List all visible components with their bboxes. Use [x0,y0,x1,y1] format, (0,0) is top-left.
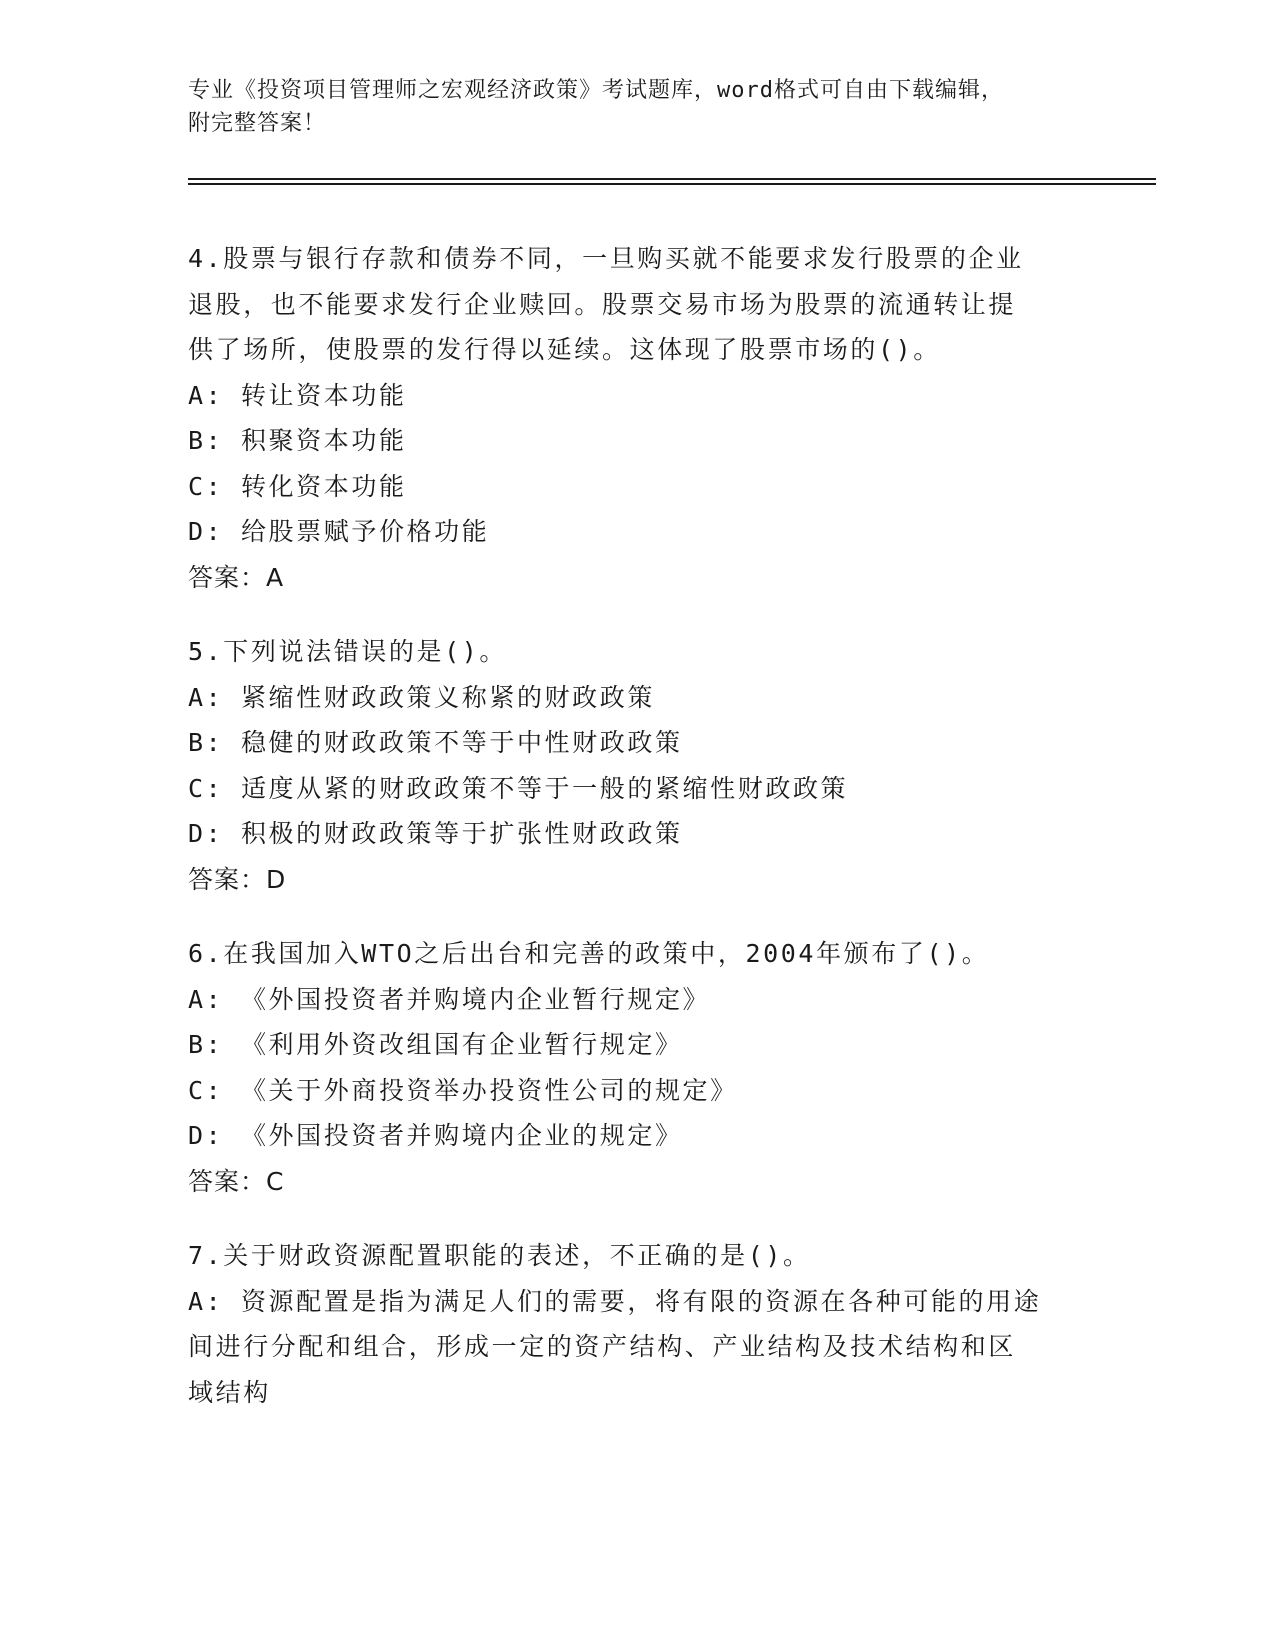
question-5 [188,629,1088,902]
question-list [188,236,1088,1444]
option-a: A: 资源配置是指为满足人们的需要，将有限的资源在各种可能的用途 [188,1286,1042,1316]
question-text: 7.关于财政资源配置职能的表述，不正确的是()。 [188,1241,811,1270]
question-6 [188,931,1088,1204]
answer-label: 答案：A [188,562,285,592]
option-c: C: 适度从紧的财政政策不等于一般的紧缩性财政政策 [188,773,849,803]
option-c: C: 转化资本功能 [188,471,407,501]
option-a: A: 《外国投资者并购境内企业暂行规定》 [188,984,711,1014]
question-text: 退股，也不能要求发行企业赎回。股票交易市场为股票的流通转让提 [188,289,1017,319]
question-text: 4.股票与银行存款和债券不同，一旦购买就不能要求发行股票的企业 [188,244,1024,273]
option-a-continued: 域结构 [188,1377,271,1407]
document-header [188,74,1088,140]
header-intro-line-2: 附完整答案！ [188,111,327,136]
header-divider-bottom [188,183,1156,185]
option-b: B: 积聚资本功能 [188,426,407,455]
option-a: A: 转让资本功能 [188,380,407,410]
option-c: C: 《关于外商投资举办投资性公司的规定》 [188,1075,738,1105]
question-text: 6.在我国加入WTO之后出台和完善的政策中，2004年颁布了()。 [188,939,990,968]
option-d: D: 积极的财政政策等于扩张性财政政策 [188,819,683,848]
question-text: 5.下列说法错误的是()。 [188,637,508,666]
option-d: D: 给股票赋予价格功能 [188,517,490,546]
header-divider-top [188,178,1156,180]
header-intro-line-1: 专业《投资项目管理师之宏观经济政策》考试题库，word格式可自由下载编辑， [188,78,1004,103]
option-d: D: 《外国投资者并购境内企业的规定》 [188,1121,683,1150]
question-7 [188,1233,1088,1415]
question-text: 供了场所，使股票的发行得以延续。这体现了股票市场的()。 [188,335,941,364]
answer-label: 答案：C [188,1166,285,1196]
answer-label: 答案：D [188,864,287,894]
question-4 [188,236,1088,600]
option-a-continued: 间进行分配和组合，形成一定的资产结构、产业结构及技术结构和区 [188,1332,1017,1361]
option-b: B: 《利用外资改组国有企业暂行规定》 [188,1030,683,1059]
option-b: B: 稳健的财政政策不等于中性财政政策 [188,728,683,757]
option-a: A: 紧缩性财政政策义称紧的财政政策 [188,682,655,712]
